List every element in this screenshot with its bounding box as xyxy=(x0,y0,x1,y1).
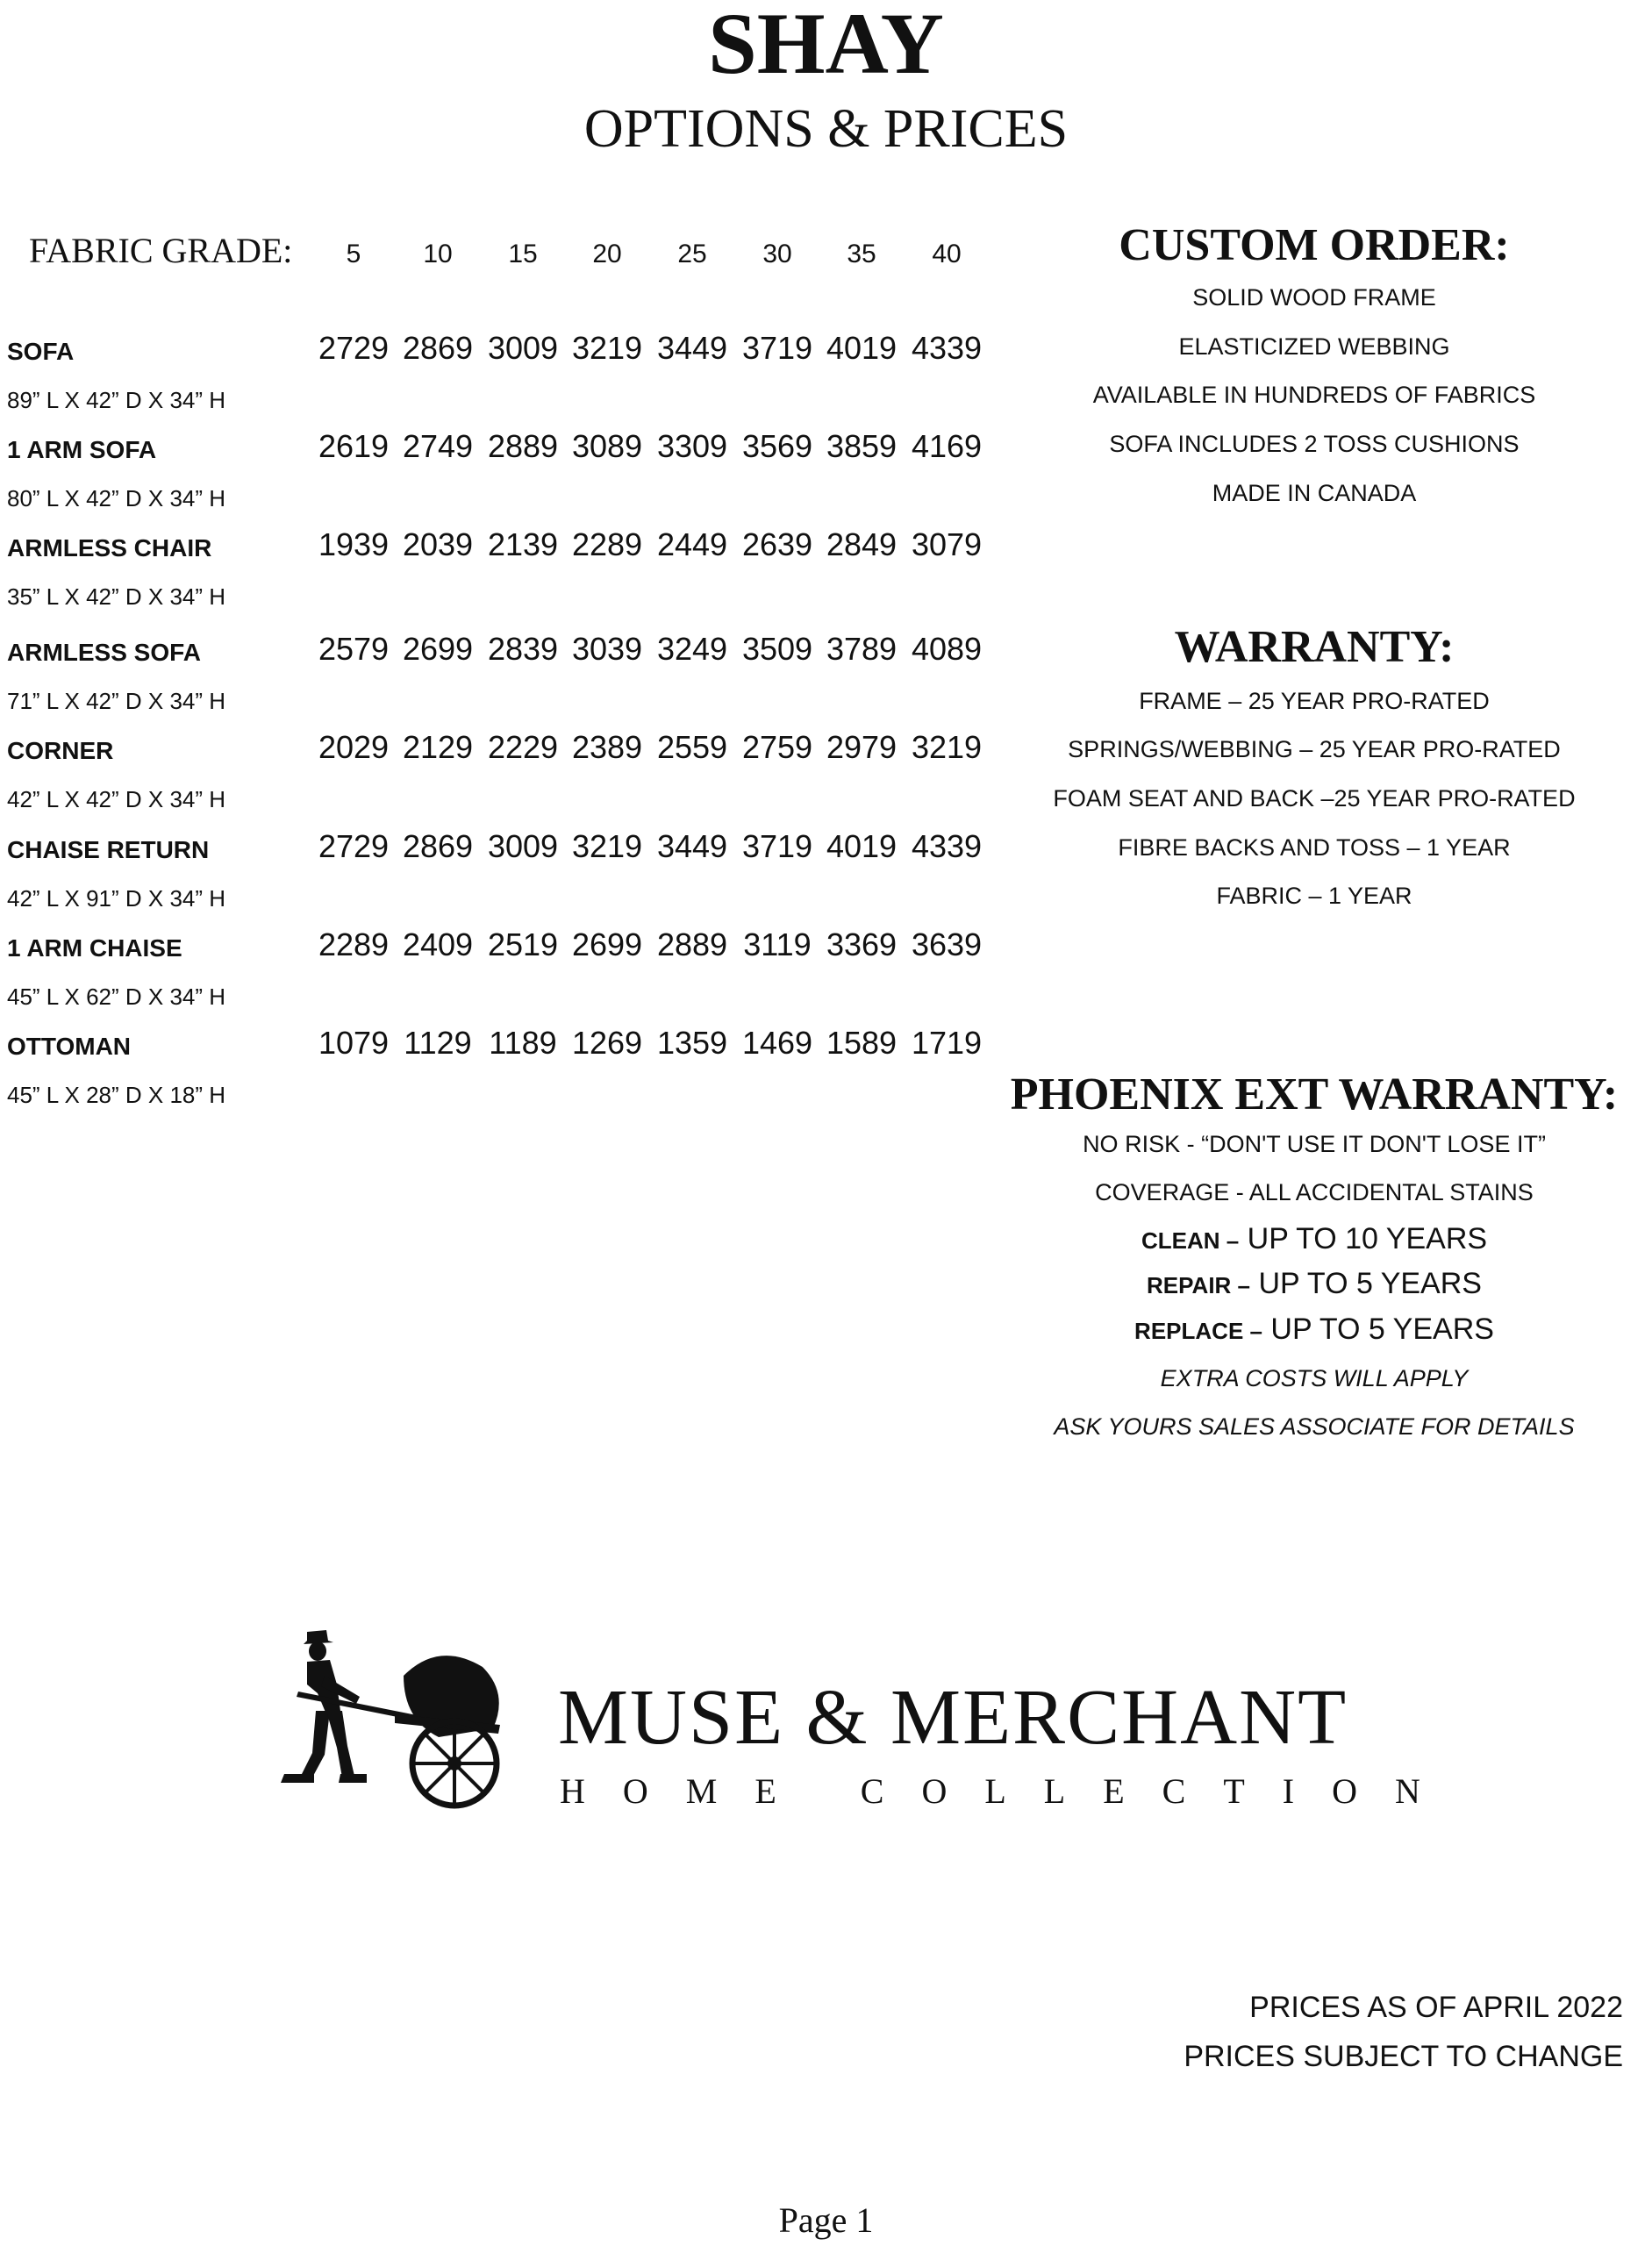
price-cell: 1939 xyxy=(318,526,390,562)
price-cell: 2289 xyxy=(571,526,643,562)
brand-name: MUSE & MERCHANT xyxy=(558,1674,1348,1761)
price-cell: 2699 xyxy=(402,631,474,667)
page-subtitle: OPTIONS & PRICES xyxy=(583,99,1069,159)
price-cell: 3079 xyxy=(911,526,983,562)
price-cell: 2409 xyxy=(402,926,474,962)
price-cell: 4089 xyxy=(911,631,983,667)
price-cell: 3009 xyxy=(487,330,559,366)
clean-value: UP TO 10 YEARS xyxy=(1247,1222,1488,1255)
price-cell: 2579 xyxy=(318,631,390,667)
custom-order-item: AVAILABLE IN HUNDREDS OF FABRICS xyxy=(1092,382,1536,408)
price-cell: 2029 xyxy=(318,729,390,765)
price-cell: 1079 xyxy=(318,1025,390,1061)
price-cell: 3009 xyxy=(487,828,559,864)
repair-label: REPAIR – xyxy=(1147,1272,1251,1298)
warranty-heading: WARRANTY: xyxy=(1174,622,1455,672)
warranty-item: FOAM SEAT AND BACK –25 YEAR PRO-RATED xyxy=(1053,785,1576,812)
price-cell: 1189 xyxy=(489,1025,557,1061)
price-cell: 2389 xyxy=(571,729,643,765)
price-cell: 3569 xyxy=(741,428,813,464)
price-cell: 2729 xyxy=(318,330,390,366)
price-cell: 2039 xyxy=(402,526,474,562)
product-name: CORNER xyxy=(7,737,114,764)
product-name: ARMLESS SOFA xyxy=(7,639,201,666)
product-dimensions: 42” L X 91” D X 34” H xyxy=(7,885,226,912)
price-cell: 2639 xyxy=(741,526,813,562)
warranty-item: SPRINGS/WEBBING – 25 YEAR PRO-RATED xyxy=(1068,736,1561,762)
price-cell: 2229 xyxy=(487,729,559,765)
grade-header: 10 xyxy=(423,240,453,268)
price-cell: 1129 xyxy=(404,1025,472,1061)
replace-value: UP TO 5 YEARS xyxy=(1270,1313,1494,1346)
product-name: CHAISE RETURN xyxy=(7,836,210,863)
product-dimensions: 42” L X 42” D X 34” H xyxy=(7,786,226,812)
price-cell: 2289 xyxy=(318,926,390,962)
price-cell: 2449 xyxy=(656,526,728,562)
phoenix-repair xyxy=(1007,1266,1621,1303)
clean-label: CLEAN – xyxy=(1141,1227,1240,1254)
grade-header: 30 xyxy=(762,240,792,268)
phoenix-replace xyxy=(1007,1312,1621,1348)
product-dimensions: 71” L X 42” D X 34” H xyxy=(7,688,226,714)
page-number: Page 1 xyxy=(778,2200,874,2240)
price-cell: 3039 xyxy=(571,631,643,667)
price-cell: 2139 xyxy=(487,526,559,562)
price-cell: 3789 xyxy=(826,631,898,667)
price-cell: 3219 xyxy=(571,828,643,864)
grade-header: 40 xyxy=(932,240,962,268)
price-cell: 2839 xyxy=(487,631,559,667)
product-name: OTTOMAN xyxy=(7,1033,132,1060)
price-cell: 2619 xyxy=(318,428,390,464)
grade-header: 35 xyxy=(847,240,876,268)
grade-header: 5 xyxy=(346,240,361,268)
brand-subtitle: HOME COLLECTION xyxy=(560,1771,1458,1811)
product-name: 1 ARM SOFA xyxy=(7,436,157,463)
price-cell: 2889 xyxy=(656,926,728,962)
product-name: ARMLESS CHAIR xyxy=(7,534,212,562)
phoenix-line: COVERAGE - ALL ACCIDENTAL STAINS xyxy=(1095,1179,1534,1205)
price-cell: 3119 xyxy=(743,926,812,962)
custom-order-item: ELASTICIZED WEBBING xyxy=(1178,333,1450,360)
price-cell: 3719 xyxy=(741,330,813,366)
price-cell: 2869 xyxy=(402,828,474,864)
price-cell: 2759 xyxy=(741,729,813,765)
product-name: SOFA xyxy=(7,338,75,365)
price-cell: 2749 xyxy=(402,428,474,464)
custom-order-item: SOLID WOOD FRAME xyxy=(1192,284,1436,311)
price-cell: 3639 xyxy=(911,926,983,962)
price-cell: 4339 xyxy=(911,330,983,366)
price-cell: 2979 xyxy=(826,729,898,765)
price-cell: 2889 xyxy=(487,428,559,464)
warranty-item: FABRIC – 1 YEAR xyxy=(1216,883,1412,909)
product-dimensions: 35” L X 42” D X 34” H xyxy=(7,583,226,610)
price-cell: 4339 xyxy=(911,828,983,864)
price-cell: 3309 xyxy=(656,428,728,464)
price-cell: 2869 xyxy=(402,330,474,366)
price-cell: 1359 xyxy=(656,1025,728,1061)
warranty-item: FIBRE BACKS AND TOSS – 1 YEAR xyxy=(1118,834,1511,861)
phoenix-clean xyxy=(1007,1221,1621,1258)
price-cell: 1589 xyxy=(826,1025,898,1061)
grade-header: 25 xyxy=(677,240,707,268)
prices-change-note: PRICES SUBJECT TO CHANGE xyxy=(1184,2040,1623,2073)
price-cell: 3089 xyxy=(571,428,643,464)
price-cell: 3449 xyxy=(656,828,728,864)
phoenix-line: NO RISK - “DON'T USE IT DON'T LOSE IT” xyxy=(1083,1131,1546,1157)
price-cell: 1269 xyxy=(571,1025,643,1061)
custom-order-item: MADE IN CANADA xyxy=(1212,480,1417,506)
repair-value: UP TO 5 YEARS xyxy=(1258,1267,1482,1300)
price-cell: 1469 xyxy=(741,1025,813,1061)
product-dimensions: 80” L X 42” D X 34” H xyxy=(7,485,226,511)
price-cell: 3509 xyxy=(741,631,813,667)
price-cell: 2699 xyxy=(571,926,643,962)
price-cell: 4019 xyxy=(826,330,898,366)
price-cell: 4169 xyxy=(911,428,983,464)
phoenix-heading: PHOENIX EXT WARRANTY: xyxy=(1010,1069,1619,1119)
product-dimensions: 45” L X 28” D X 18” H xyxy=(7,1082,226,1108)
grade-header: 15 xyxy=(508,240,538,268)
phoenix-note: EXTRA COSTS WILL APPLY xyxy=(1160,1365,1469,1391)
product-dimensions: 89” L X 42” D X 34” H xyxy=(7,387,226,413)
grade-header: 20 xyxy=(592,240,622,268)
price-cell: 3219 xyxy=(571,330,643,366)
custom-order-item: SOFA INCLUDES 2 TOSS CUSHIONS xyxy=(1109,431,1520,457)
warranty-item: FRAME – 25 YEAR PRO-RATED xyxy=(1139,688,1490,714)
cart-man-logo-icon xyxy=(263,1623,553,1816)
price-cell: 2519 xyxy=(487,926,559,962)
custom-order-heading: CUSTOM ORDER: xyxy=(1119,220,1510,270)
price-cell: 4019 xyxy=(826,828,898,864)
price-cell: 2849 xyxy=(826,526,898,562)
product-dimensions: 45” L X 62” D X 34” H xyxy=(7,984,226,1010)
replace-label: REPLACE – xyxy=(1134,1318,1262,1344)
price-cell: 3859 xyxy=(826,428,898,464)
price-cell: 3719 xyxy=(741,828,813,864)
page-title: SHAY xyxy=(708,0,944,92)
price-cell: 2729 xyxy=(318,828,390,864)
product-name: 1 ARM CHAISE xyxy=(7,934,182,962)
price-cell: 3449 xyxy=(656,330,728,366)
price-cell: 3249 xyxy=(656,631,728,667)
price-cell: 3219 xyxy=(911,729,983,765)
phoenix-note: ASK YOURS SALES ASSOCIATE FOR DETAILS xyxy=(1054,1413,1575,1440)
price-cell: 3369 xyxy=(826,926,898,962)
price-cell: 2129 xyxy=(402,729,474,765)
prices-date-note: PRICES AS OF APRIL 2022 xyxy=(1249,1991,1623,2024)
price-cell: 2559 xyxy=(656,729,728,765)
fabric-grade-label: FABRIC GRADE: xyxy=(29,231,293,270)
price-cell: 1719 xyxy=(911,1025,983,1061)
